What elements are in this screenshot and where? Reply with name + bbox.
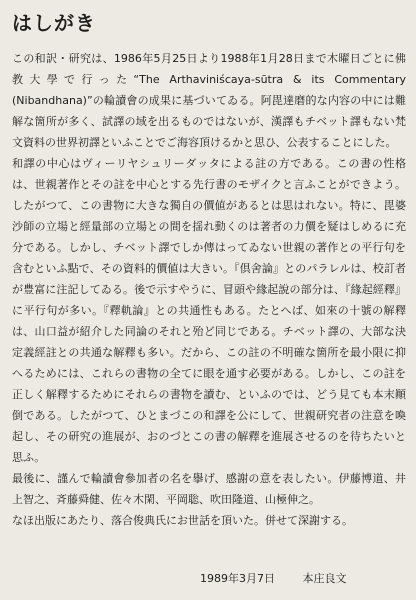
- signature-date: 1989年3月7日: [200, 572, 275, 585]
- paragraph-intro: この和訳・研究は、1986年5月25日より1988年1月28日まで木曜日ごとに佛教大學で行った“The Arthaviniścaya-sūtra & its Commentary (Nibandhana)”の輪讀會の成果に基づいてゐる。阿毘達磨的な内容の中には難解な箇所が多く、試譯の域を出るものではないが、漢譯もチベット譯もない梵文資料の世界初譯といふことでご海容頂けるかと思ひ、公表することにした。: [12, 52, 406, 149]
- paragraph-acknowledgements: 最後に、謹んで輪讀會參加者の名を擧げ、感謝の意を表したい。伊藤博道、井上智之、斉藤舜健、佐々木閑、平岡聡、吹田隆道、山極伸之。: [12, 472, 406, 506]
- paragraph-commentary: 和譯の中心はヴィーリヤシュリーダッタによる註の方である。この書の性格は、世親著作とその註を中心とする先行書のモザイクと言ふことができよう。したがつて、この書物に大きな獨自の價値があるとは思はれない。特に、毘婆沙師の立場と經量部の立場との間を揺れ動くのは著者の力價を疑はしめるに充分である。しかし、チベット譯でしか傳はってゐない世親の著作との平行句を含むといふ點で、その資料的價値は大きい。『倶舍論』とのパラレルは、校訂者が豊富に注記してゐる。後で示すやうに、冒頭や緣起說の部分は、『緣起經釋』に平行句が多い。『釋軌論』との共通性もある。たとへば、如來の十號の解釋は、山口益が紹介した同論のそれと殆ど同じである。チベット譯の、大部な決定義經註との共通な解釋も多い。だから、この註の不明確な箇所を最小限に抑へるためには、これらの書物の全てに眼を通す必要がある。しかし、この註を正しく解釋するためにそれらの書物を讀む、といふのでは、どう見ても本末顚倒である。したがつて、ひとまづこの和譯を公にして、世親研究者の注意を喚起し、その研究の進展が、おのづとこの書の解釋を進展させるのを待ちたいと思ふ。: [12, 157, 406, 464]
- signature-author: 本庄良文: [302, 572, 347, 585]
- paragraph-publication-thanks: なほ出版にあたり、落合俊典氏にお世話を頂いた。併せて深謝する。: [12, 514, 353, 527]
- page-title: はしがき: [12, 11, 96, 35]
- signature: [200, 571, 347, 587]
